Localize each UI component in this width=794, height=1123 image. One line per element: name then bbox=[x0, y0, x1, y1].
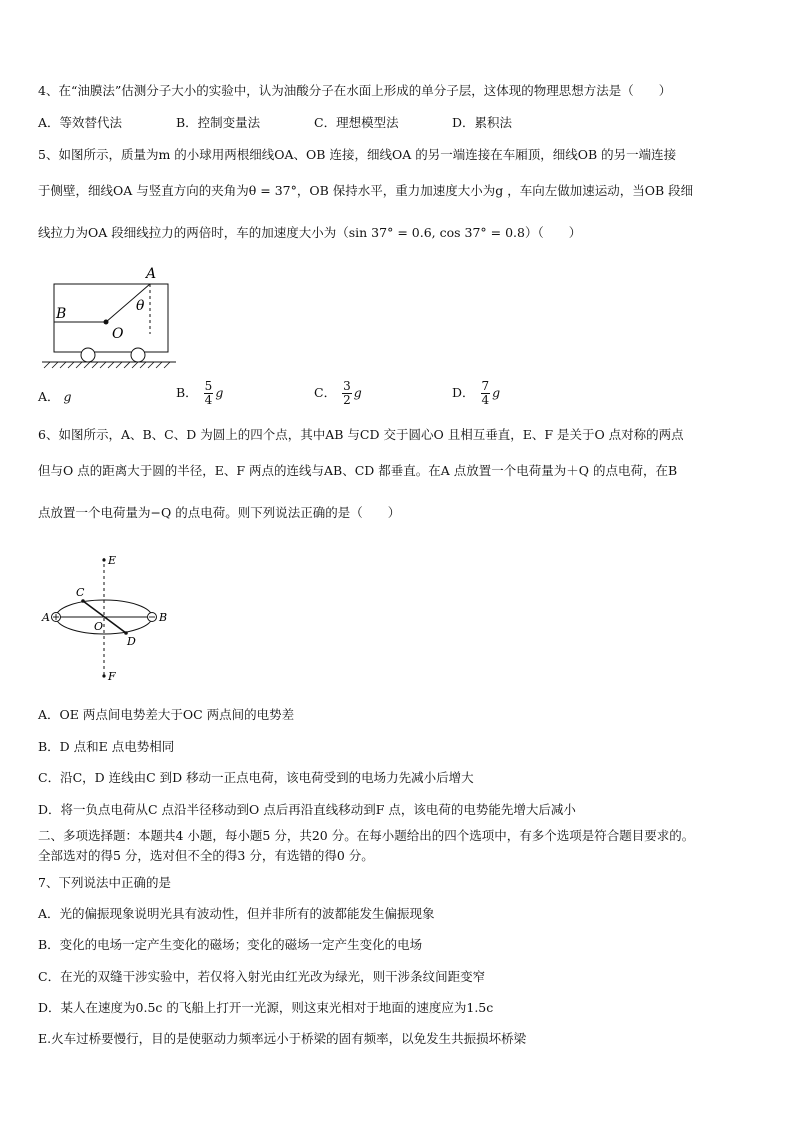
option-unit: g bbox=[215, 385, 224, 400]
label-c: C bbox=[76, 586, 85, 599]
q5-stem-line1: 5、如图所示，质量为m 的小球用两根细线OA、OB 连接，细线OA 的另一端连接在车厢顶，细线OB 的另一端连接 bbox=[38, 147, 677, 162]
q6-stem-line2: 但与O 点的距离大于圆的半径，E、F 两点的连线与AB、CD 都垂直。在A 点放置一个电荷量为＋Q 的点电荷，在B bbox=[38, 463, 678, 478]
numerator: 7 bbox=[481, 379, 490, 393]
label-e: E bbox=[108, 554, 117, 567]
point-c bbox=[81, 599, 85, 603]
denominator: 4 bbox=[481, 393, 490, 407]
label-a: A bbox=[146, 266, 157, 282]
q7-option-c: C．在光的双缝干涉实验中，若仅将入射光由红光改为绿光，则干涉条纹间距变窄 bbox=[38, 969, 486, 984]
denominator: 4 bbox=[204, 393, 213, 407]
wheel-right bbox=[131, 348, 145, 362]
q7-option-e: E.火车过桥要慢行，目的是使驱动力频率远小于桥梁的固有频率，以免发生共振损坏桥梁 bbox=[38, 1031, 527, 1046]
q6-option-a: A．OE 两点间电势差大于OC 两点间的电势差 bbox=[38, 707, 295, 722]
ground-hatch bbox=[44, 362, 170, 368]
q7-option-a: A．光的偏振现象说明光具有波动性，但并非所有的波都能发生偏振现象 bbox=[38, 906, 435, 921]
label-f: F bbox=[108, 670, 116, 683]
label-a: A bbox=[42, 611, 50, 624]
numerator: 3 bbox=[343, 379, 351, 393]
q4-option-d: D．累积法 bbox=[452, 115, 513, 130]
q4-option-b: B．控制变量法 bbox=[176, 115, 261, 130]
option-letter: D． bbox=[452, 385, 475, 400]
q6-option-b: B．D 点和E 点电势相同 bbox=[38, 739, 175, 754]
q4-option-a: A．等效替代法 bbox=[38, 115, 123, 130]
q5-stem-line2: 于侧壁，细线OA 与竖直方向的夹角为θ = 37°，OB 保持水平，重力加速度大小为g ，车向左做加速运动，当OB 段细 bbox=[38, 183, 694, 198]
option-unit: g bbox=[492, 385, 501, 400]
label-d: D bbox=[127, 635, 136, 648]
q6-stem-line3: 点放置一个电荷量为−Q 的点电荷。则下列说法正确的是（ ） bbox=[38, 505, 401, 520]
q7-stem: 7、下列说法中正确的是 bbox=[38, 875, 171, 890]
q4-option-c: C．理想模型法 bbox=[314, 115, 399, 130]
point-e bbox=[102, 558, 105, 561]
fraction bbox=[342, 380, 352, 407]
q5-cart-figure bbox=[38, 262, 188, 374]
wheel-left bbox=[81, 348, 95, 362]
option-letter: A． bbox=[38, 389, 60, 404]
option-value: g bbox=[63, 389, 72, 404]
ball bbox=[104, 320, 109, 325]
label-b: B bbox=[56, 306, 67, 322]
label-o: O bbox=[112, 326, 124, 342]
q6-stem-line1: 6、如图所示，A、B、C、D 为圆上的四个点，其中AB 与CD 交于圆心O 且相互垂直，E、F 是关于O 点对称的两点 bbox=[38, 427, 684, 442]
q6-charge-figure bbox=[38, 550, 188, 690]
q5-option-a bbox=[38, 388, 72, 406]
q5-stem-line3: 线拉力为OA 段细线拉力的两倍时，车的加速度大小为（sin 37° = 0.6, cos 37° = 0.8）（ ） bbox=[38, 225, 582, 240]
section2-instructions-line2: 全部选对的得5 分，选对但不全的得3 分，有选错的得0 分。 bbox=[38, 848, 374, 863]
label-b: B bbox=[159, 611, 168, 624]
q5-option-b bbox=[176, 380, 223, 407]
q5-option-c bbox=[314, 380, 362, 407]
label-o: O bbox=[94, 620, 104, 633]
q7-option-d: D．某人在速度为0.5c 的飞船上打开一光源，则这束光相对于地面的速度应为1.5c bbox=[38, 1000, 494, 1015]
label-theta: θ bbox=[136, 298, 145, 314]
option-unit: g bbox=[353, 385, 362, 400]
section2-instructions-line1: 二、多项选择题：本题共4 小题，每小题5 分，共20 分。在每小题给出的四个选项中，有多个选项是符合题目要求的。 bbox=[38, 828, 695, 843]
numerator: 5 bbox=[204, 379, 213, 393]
option-letter: C． bbox=[314, 385, 337, 400]
q6-option-c: C．沿C，D 连线由C 到D 移动一正点电荷，该电荷受到的电场力先减小后增大 bbox=[38, 770, 474, 785]
q7-option-b: B．变化的电场一定产生变化的磁场；变化的磁场一定产生变化的电场 bbox=[38, 937, 423, 952]
fraction bbox=[204, 380, 214, 407]
point-f bbox=[102, 674, 105, 677]
q6-option-d: D．将一负点电荷从C 点沿半径移动到O 点后再沿直线移动到F 点，该电荷的电势能先增大后减小 bbox=[38, 802, 576, 817]
q5-option-d bbox=[452, 380, 500, 407]
option-letter: B． bbox=[176, 385, 198, 400]
denominator: 2 bbox=[343, 393, 351, 407]
fraction bbox=[481, 380, 491, 407]
q4-stem: 4、在“油膜法”估测分子大小的实验中，认为油酸分子在水面上形成的单分子层，这体现的物理思想方法是（ ） bbox=[38, 83, 672, 98]
